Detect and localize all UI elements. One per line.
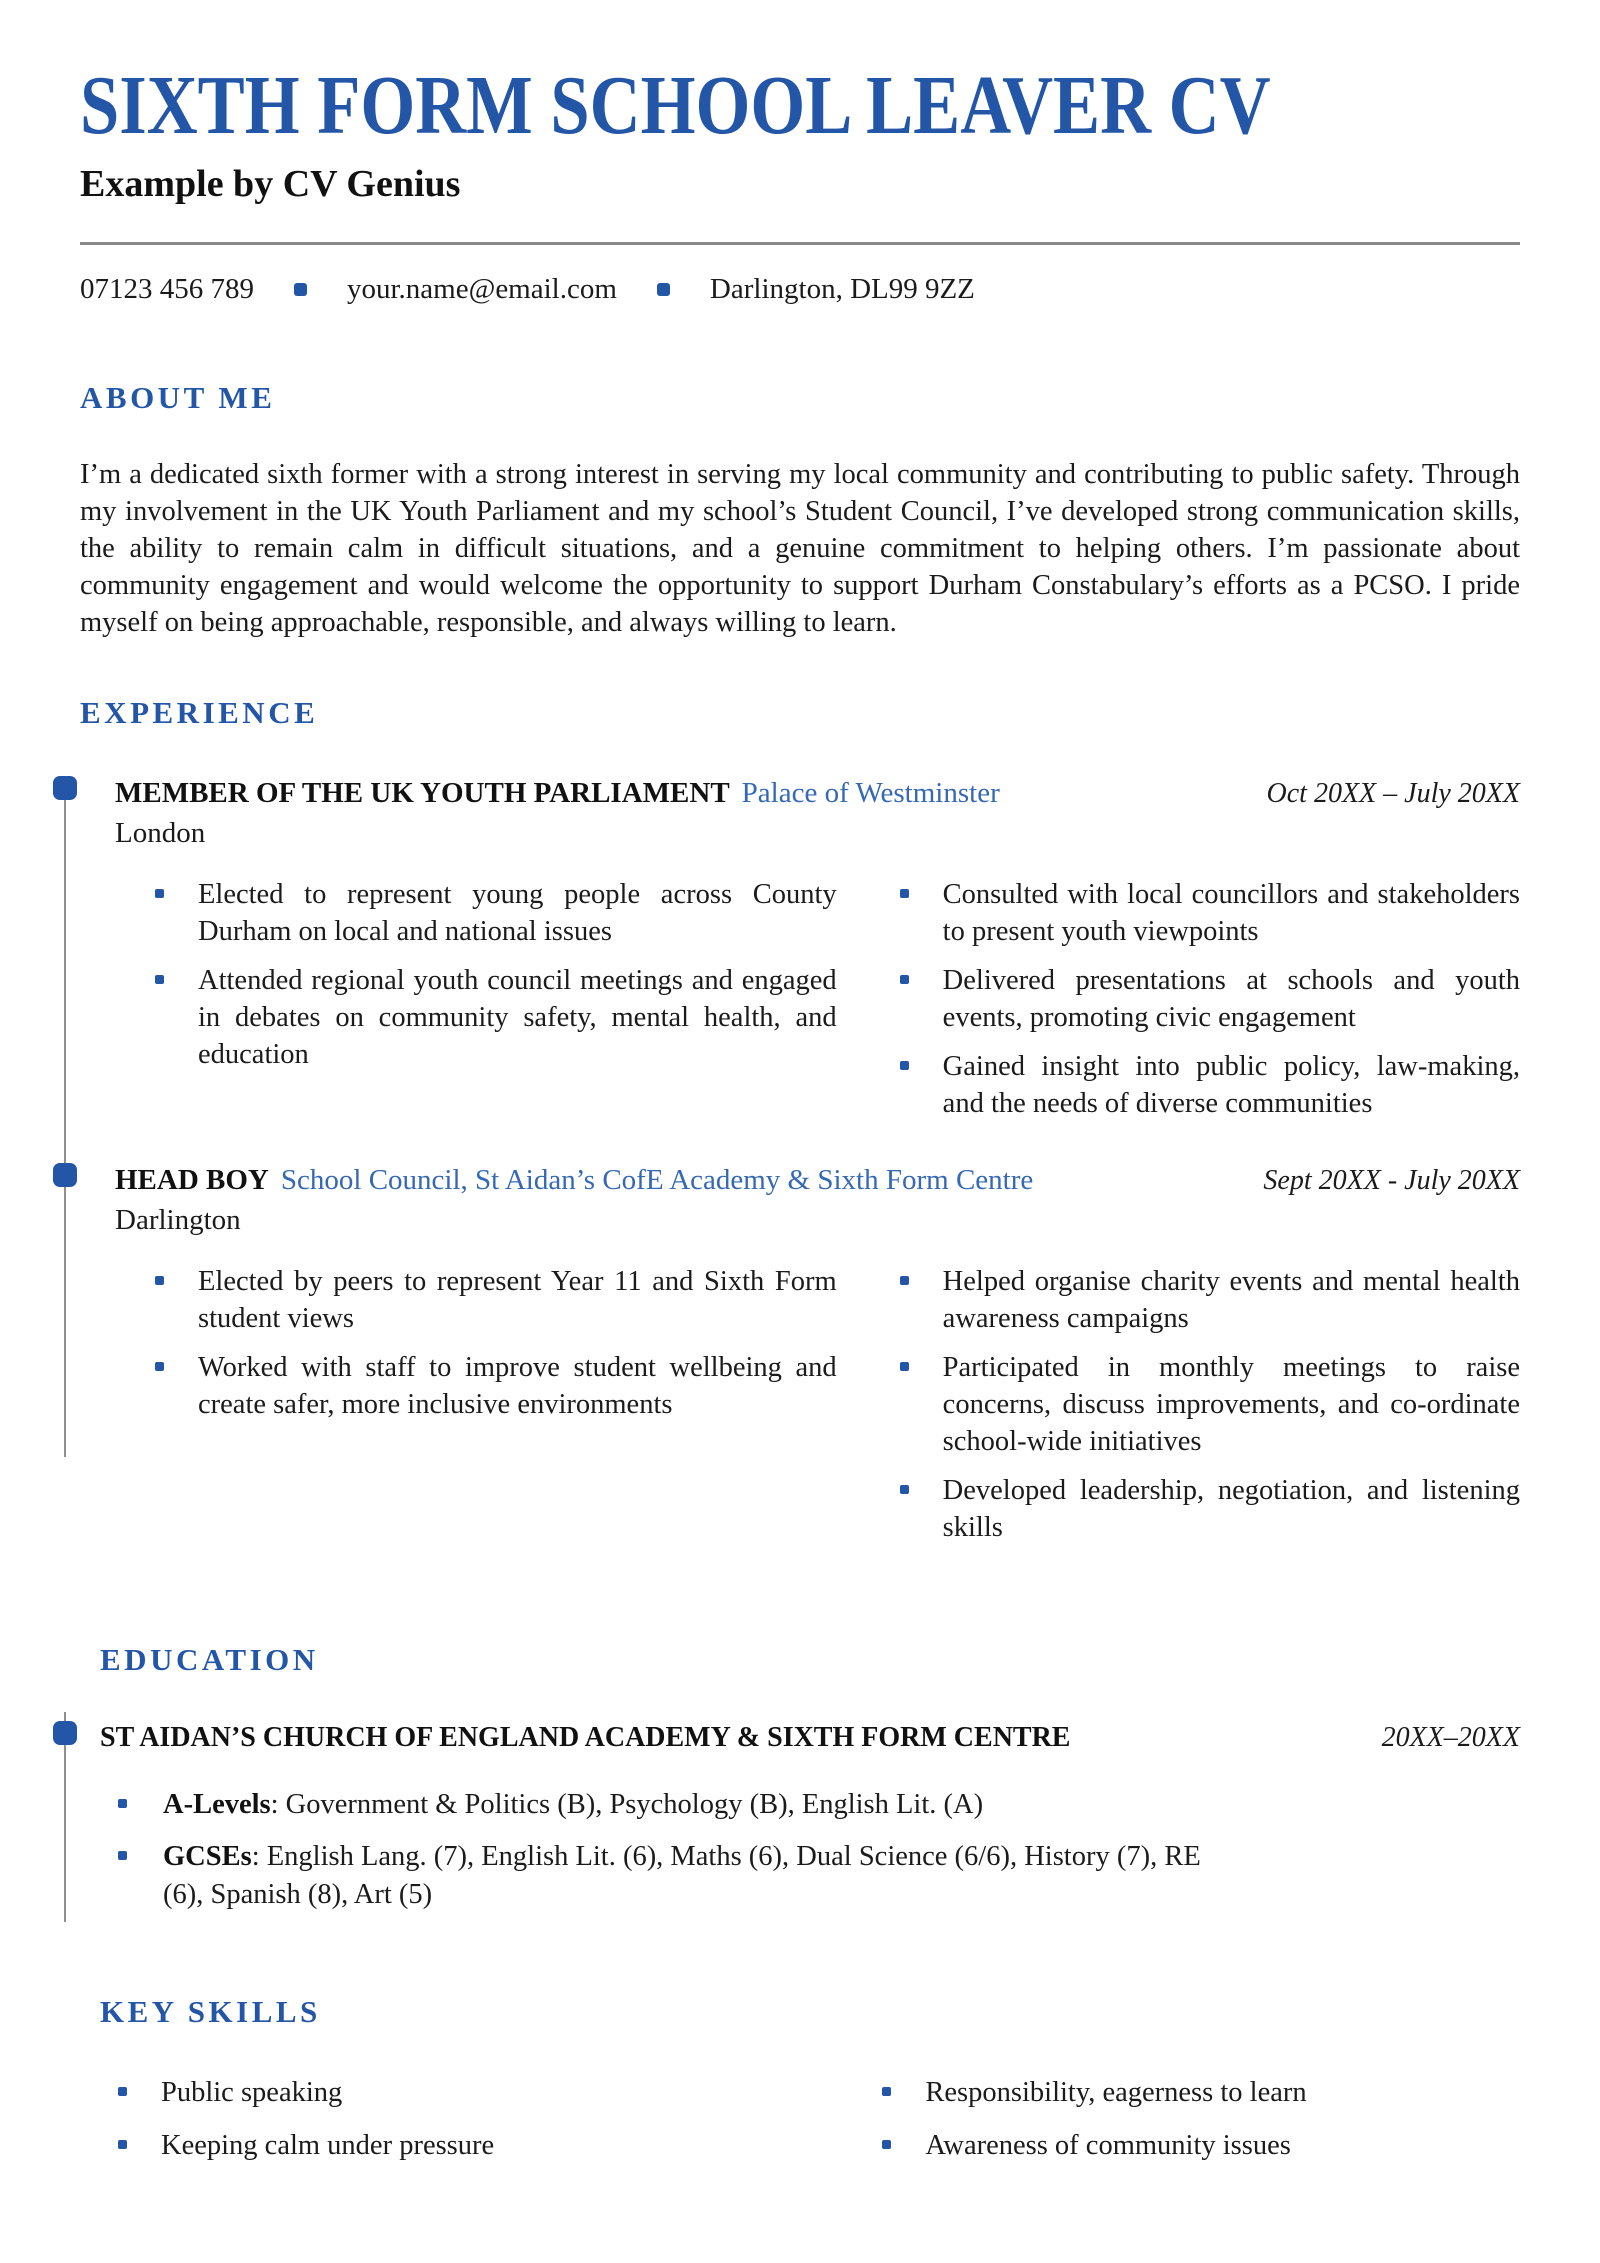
separator-square-icon [657, 283, 670, 296]
skill-item: Public speaking [118, 2074, 815, 2111]
key-skills-columns [100, 2074, 1520, 2164]
job-location: Darlington [115, 1204, 241, 1236]
education-dates: 20XX–20XX [1381, 1722, 1520, 1753]
experience-entry-uk-youth-parliament [80, 777, 1520, 1122]
bullet-item: Consulted with local councillors and stakeholders to present youth viewpoints [900, 876, 1520, 950]
about-heading: ABOUT ME [80, 380, 276, 415]
bullet-item: Attended regional youth council meetings and engaged in debates on community safety, mental health, and education [155, 962, 837, 1073]
education-timeline [100, 1722, 1520, 1914]
contact-phone: 07123 456 789 [80, 273, 254, 305]
skill-item: Responsibility, eagerness to learn [882, 2074, 1520, 2111]
bullet-square-icon [900, 1061, 909, 1070]
page-subtitle: Example by CV Genius [80, 163, 461, 205]
contact-email-link[interactable]: your.name@email.com [347, 273, 617, 305]
job-title: MEMBER OF THE UK YOUTH PARLIAMENT [115, 777, 730, 809]
job-org-link[interactable]: Palace of Westminster [741, 777, 1000, 809]
education-heading: EDUCATION [100, 1642, 319, 1677]
skills-list-left [118, 2074, 815, 2164]
job-bullets-right [900, 1263, 1520, 1546]
page-title: SIXTH FORM SCHOOL LEAVER CV [80, 59, 1271, 152]
separator-square-icon [294, 283, 307, 296]
education-entry [100, 1722, 1520, 1914]
bullet-item: Delivered presentations at schools and youth events, promoting civic engagement [900, 962, 1520, 1036]
experience-heading: EXPERIENCE [80, 695, 319, 730]
bullet-item [118, 1838, 1218, 1914]
bullet-square-icon [900, 975, 909, 984]
timeline-line [64, 779, 66, 1457]
qualification-detail: : English Lang. (7), English Lit. (6), Maths (6), Dual Science (6/6), History (7), RE (6), Spanish (8), Art (5) [163, 1841, 1201, 1910]
job-bullets-left [115, 1263, 837, 1546]
timeline-marker-icon [53, 776, 77, 800]
bullet-square-icon [882, 2140, 891, 2149]
contact-location: Darlington, DL99 9ZZ [709, 273, 975, 305]
bullet-item [118, 1786, 1218, 1824]
school-name: ST AIDAN’S CHURCH OF ENGLAND ACADEMY & SIXTH FORM CENTRE [100, 1722, 1071, 1753]
qualification-label: GCSEs [163, 1841, 252, 1872]
job-org-link[interactable]: School Council, St Aidan’s CofE Academy & Sixth Form Centre [280, 1164, 1034, 1196]
skills-list-right [882, 2074, 1520, 2164]
bullet-square-icon [882, 2087, 891, 2096]
timeline-marker-icon [53, 1163, 77, 1187]
bullet-square-icon [155, 1276, 164, 1285]
bullet-square-icon [118, 1851, 127, 1860]
bullet-square-icon [118, 2087, 127, 2096]
job-title: HEAD BOY [115, 1164, 269, 1196]
bullet-item: Elected by peers to represent Year 11 and Sixth Form student views [155, 1263, 837, 1337]
bullet-item: Developed leadership, negotiation, and listening skills [900, 1472, 1520, 1546]
bullet-square-icon [900, 1276, 909, 1285]
qualification-label: A-Levels [163, 1789, 271, 1820]
key-skills-heading: KEY SKILLS [100, 1994, 321, 2029]
job-dates: Oct 20XX – July 20XX [1266, 778, 1520, 809]
education-bullets [118, 1786, 1218, 1914]
bullet-square-icon [155, 975, 164, 984]
job-location: London [115, 817, 206, 849]
bullet-square-icon [155, 889, 164, 898]
bullet-square-icon [118, 1799, 127, 1808]
bullet-square-icon [900, 1362, 909, 1371]
bullet-square-icon [118, 2140, 127, 2149]
bullet-item: Gained insight into public policy, law-making, and the needs of diverse communities [900, 1048, 1520, 1122]
job-bullets-left [115, 876, 837, 1122]
qualification-detail: : Government & Politics (B), Psychology (B), English Lit. (A) [270, 1789, 984, 1820]
job-dates: Sept 20XX - July 20XX [1263, 1165, 1520, 1196]
skill-item: Awareness of community issues [882, 2127, 1520, 2164]
bullet-item: Participated in monthly meetings to raise concerns, discuss improvements, and co-ordinate school-wide initiatives [900, 1349, 1520, 1460]
contact-row [80, 273, 1520, 306]
bullet-square-icon [155, 1362, 164, 1371]
about-paragraph: I’m a dedicated sixth former with a strong interest in serving my local community and contributing to public safety. Through my involvement in the UK Youth Parliament and my school’s Student Council, I’ve developed strong communication skills, the ability to remain calm in difficult situations, and a genuine commitment to helping others. I’m passionate about community engagement and would welcome the opportunity to support Durham Constabulary’s efforts as a PCSO. I pride myself on being approachable, responsible, and always willing to learn. [80, 459, 1520, 638]
bullet-item: Elected to represent young people across County Durham on local and national issues [155, 876, 837, 950]
job-bullets-right [900, 876, 1520, 1122]
experience-timeline [80, 777, 1520, 1546]
bullet-square-icon [900, 1485, 909, 1494]
skill-item: Keeping calm under pressure [118, 2127, 815, 2164]
header-divider [80, 242, 1520, 245]
education-section [100, 1642, 1520, 2164]
timeline-marker-icon [53, 1721, 77, 1745]
experience-entry-head-boy [80, 1164, 1520, 1546]
bullet-square-icon [900, 889, 909, 898]
bullet-item: Helped organise charity events and mental health awareness campaigns [900, 1263, 1520, 1337]
bullet-item: Worked with staff to improve student wellbeing and create safer, more inclusive environments [155, 1349, 837, 1423]
